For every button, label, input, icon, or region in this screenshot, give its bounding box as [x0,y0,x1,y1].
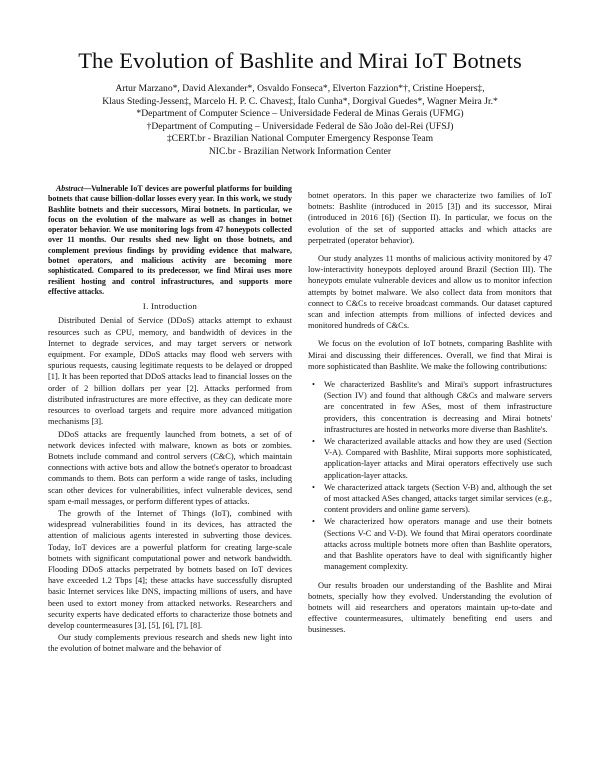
intro-paragraph-3: The growth of the Internet of Things (IoT), combined with widespread vulnerabilities found in its devices, has attracted the attention of malicious agents interested in subverting those devices. Today, IoT devices are a powerful platform for creating large-scale botnets with significant computational power and network bandwidth. Flooding DDoS attacks perpetrated by botnets based on IoT devices have exceeded 1.2 Tbps [4]; these attacks have successfully disrupted basic Internet services like DNS, impacting millions of users, and have been used to extort money from attacked networks. Researchers and security experts have dedicated efforts to characterize those botnets and develop countermeasures [3], [5], [6], [7], [8]. [48,508,292,630]
list-item [312,379,552,435]
right-paragraph-3: We focus on the evolution of IoT botnets, comparing Bashlite with Mirai and discussing their differences. Overall, we find that Mirai is more sophisticated than Bashlite. We make the following contributions: [308,339,552,371]
list-item [312,516,552,572]
bullet-icon: • [312,437,315,447]
author-line-1: Artur Marzano*, David Alexander*, Osvaldo Fonseca*, Elverton Fazzion*†, Cristine Hoepers‡, [115,83,485,94]
list-item [312,482,552,516]
intro-paragraph-4: Our study complements previous research and sheds new light into the evolution of botnet malware and the behavior of [48,633,292,654]
section-heading-introduction: I. Introduction [142,301,198,312]
bullet-icon: • [312,482,315,492]
author-line-2: Klaus Steding-Jessen‡, Marcelo H. P. C. Chaves‡, Ítalo Cunha*, Dorgival Guedes*, Wagner Meira Jr.* [102,95,498,107]
contributions-list [308,379,552,572]
right-paragraph-2: Our study analyzes 11 months of malicious activity monitored by 47 low-interactivity honeypots deployed around Brazil (Section III). The honeypots emulate vulnerable devices and allow us to monitor infection attempts by botnet malware. We also collect data from monitors that connect to C&Cs to receive broadcast commands. Our dataset captured scan and infection attempts from millions of infected devices and monitored hundreds of C&Cs. [308,254,552,331]
closing-paragraph: Our results broaden our understanding of the Bashlite and Mirai botnets, specially how they evolved. Understanding the evolution of botnets will aid researchers and operators maintain up-to-date and effective countermeasures, ultimately benefiting end users and businesses. [308,580,552,635]
bullet-icon: • [312,380,315,390]
left-column [48,184,292,656]
affiliation-ufsj: †Department of Computing – Universidade Federal de São João del-Rei (UFSJ) [146,120,454,132]
contribution-text: We characterized available attacks and how they are used (Section V-A). Compared with Bashlite, Mirai supports more sophisticated, application-layer attacks and Mirai operators effectively use such application-layer attacks. [324,437,552,480]
bullet-icon: • [312,517,315,527]
author-block [40,83,560,158]
intro-paragraph-1: Distributed Denial of Service (DDoS) attacks attempt to exhaust resources such as CPU, memory, and bandwidth of devices in the Internet to degrade services, and may target servers or network equipment. For example, DDoS attacks may flood web servers with spurious requests, causing legitimate requests to be delayed or dropped [1]. It has been reported that DDoS attacks lead to financial losses on the order of 2 billion dollars per year [2]. Attacks performed from distributed infrastructures are more effective, as they can dedicate more resources to overload targets and require more advanced mitigation mechanisms [3]. [48,316,292,427]
paper-title: The Evolution of Bashlite and Mirai IoT Botnets [78,48,522,73]
contribution-text: We characterized Bashlite's and Mirai's support infrastructures (Section IV) and found that although C&Cs and malware servers are concentrated in few ASes, most of them infrastructure providers, this concentration is decreasing and Mirai botnets' infrastructures are hosted in networks more diverse than Bashlite's. [324,380,552,434]
abstract-lead: Abstract [56,184,84,193]
contribution-text: We characterized attack targets (Section V-B) and, although the set of most attacked ASes changed, attacks target similar services (e.g., content providers and online game servers). [324,482,552,515]
affiliation-ufmg: *Department of Computer Science – Universidade Federal de Minas Gerais (UFMG) [136,108,464,119]
intro-paragraph-2: DDoS attacks are frequently launched from botnets, a set of of network devices infected with malware, known as bots or zombies. Botnets include command and control servers (C&C), which maintain connections with active bots and allow the botnet's operator to broadcast commands to them. Bots can perform a wide range of tasks, including scan other devices for vulnerabilities, infect vulnerable devices, send spam e-mail messages, or perform different types of attacks. [48,429,292,506]
contribution-text: We characterized how operators manage and use their botnets (Sections V-C and V-D). We found that Mirai operators coordinate attacks across multiple botnets more often than Bashlite operators, and that Bashlite operators have to deal with significantly higher management complexity. [324,517,552,572]
right-column [308,190,552,637]
right-paragraph-1: botnet operators. In this paper we characterize two families of IoT botnets: Bashlite (introduced in 2015 [3]) and its successor, Mirai (introduced in 2016 [6]) (Section II). In particular, we focus on the evolution of the set of supported attacks and which attacks are perpetrated (operator behavior). [308,191,552,245]
affiliation-nicbr: NIC.br - Brazilian Network Information Center [208,145,392,157]
abstract-text: —Vulnerable IoT devices are powerful platforms for building botnets that cause billion-dollar losses every year. In this work, we study Bashlite botnets and their successors, Mirai botnets. In particular, we focus on the evolution of the malware as well as changes in botnet operator behavior. We use monitoring logs from 47 honeypots collected over 11 months. Our results shed new light on those botnets, and complement previous findings by providing evidence that malware, botnet operators, and malicious activity are becoming more sophisticated. Compared to its predecessor, we find Mirai uses more resilient hosting and control infrastructures, and supports more effective attacks. [48,184,292,296]
abstract [48,184,292,297]
list-item [312,436,552,481]
affiliation-certbr: ‡CERT.br - Brazilian National Computer Emergency Response Team [166,133,434,144]
